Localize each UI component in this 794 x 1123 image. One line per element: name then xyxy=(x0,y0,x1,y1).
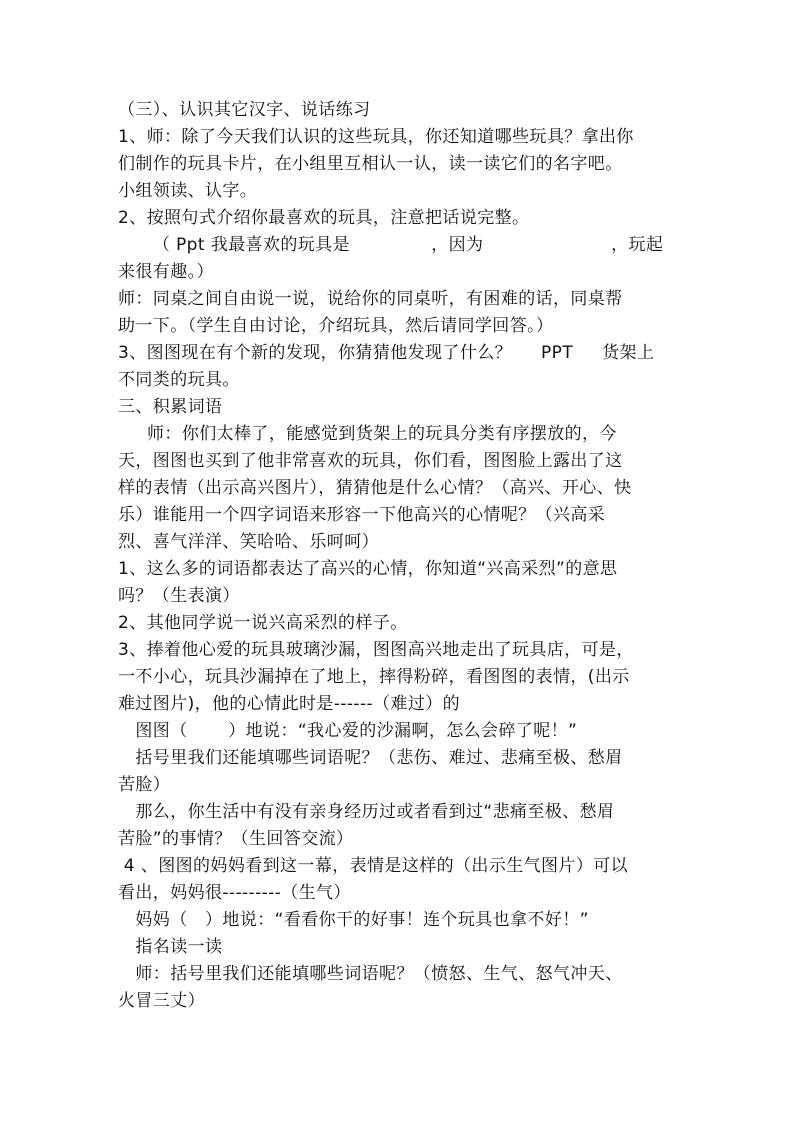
paragraph-line: 指名读一读 xyxy=(118,937,223,957)
paragraph-line: 师：括号里我们还能填哪些词语呢？（愤怒、生气、怒气冲天、 xyxy=(118,964,623,984)
paragraph-line: 乐）谁能用一个四字词语来形容一下他高兴的心情呢？（兴高采 xyxy=(118,505,606,525)
paragraph-line: 不同类的玩具。 xyxy=(118,370,240,390)
paragraph-line: （ Ppt 我最喜欢的玩具是 ，因为 ，玩起 xyxy=(118,235,664,255)
paragraph-line: 火冒三丈） xyxy=(118,991,205,1011)
paragraph-line: 图图（ ）地说：“我心爱的沙漏啊，怎么会碎了呢！” xyxy=(118,721,578,741)
paragraph-line: 天，图图也买到了他非常喜欢的玩具，你们看，图图脸上露出了这 xyxy=(118,451,623,471)
paragraph-line: 小组领读、认字。 xyxy=(118,181,258,201)
paragraph-line: 2、按照句式介绍你最喜欢的玩具，注意把话说完整。 xyxy=(118,208,530,228)
paragraph-line: 括号里我们还能填哪些词语呢？（悲伤、难过、悲痛至极、愁眉 xyxy=(118,748,623,768)
paragraph-line: 烈、喜气洋洋、笑哈哈、乐呵呵） xyxy=(118,532,379,552)
paragraph-line: 们制作的玩具卡片，在小组里互相认一认，读一读它们的名字吧。 xyxy=(118,154,623,174)
paragraph-line: 那么，你生活中有没有亲身经历过或者看到过“悲痛至极、愁眉 xyxy=(118,802,615,822)
paragraph-line: 3、图图现在有个新的发现，你猜猜他发现了什么？ PPT 货架上 xyxy=(118,343,655,363)
paragraph-line: 师：同桌之间自由说一说，说给你的同桌听，有困难的话，同桌帮 xyxy=(118,289,623,309)
paragraph-line: 助一下。（学生自由讨论，介绍玩具，然后请同学回答。） xyxy=(118,316,554,336)
section-heading-vocabulary: 三、积累词语 xyxy=(118,397,223,417)
paragraph-line: 4 、图图的妈妈看到这一幕，表情是这样的（出示生气图片）可以 xyxy=(118,856,629,876)
paragraph-line: 样的表情（出示高兴图片），猜猜他是什么心情？（高兴、开心、快 xyxy=(118,478,632,498)
section-heading-recognize: （三）、认识其它汉字、说话练习 xyxy=(118,100,371,120)
paragraph-line: 来很有趣。） xyxy=(118,262,214,282)
paragraph-line: 1、这么多的词语都表达了高兴的心情，你知道“兴高采烈”的意思 xyxy=(118,559,618,579)
paragraph-line: 苦脸”的事情？（生回答交流） xyxy=(118,829,354,849)
paragraph-line: 师：你们太棒了，能感觉到货架上的玩具分类有序摆放的，今 xyxy=(118,424,617,444)
paragraph-line: 看出，妈妈很---------（生气） xyxy=(118,883,351,903)
paragraph-line: 1、师：除了今天我们认识的这些玩具，你还知道哪些玩具？拿出你 xyxy=(118,127,634,147)
paragraph-line: 苦脸） xyxy=(118,775,171,795)
paragraph-line: 一不小心，玩具沙漏掉在了地上，摔得粉碎，看图图的表情，(出示 xyxy=(118,667,630,687)
paragraph-line: 3、捧着他心爱的玩具玻璃沙漏，图图高兴地走出了玩具店，可是， xyxy=(118,640,634,660)
paragraph-line: 妈妈（ ）地说：“看看你干的好事！连个玩具也拿不好！” xyxy=(118,910,589,930)
paragraph-line: 难过图片)，他的心情此时是------（难过）的 xyxy=(118,694,461,714)
paragraph-line: 2、其他同学说一说兴高采烈的样子。 xyxy=(118,613,408,633)
paragraph-line: 吗？（生表演） xyxy=(118,586,240,606)
